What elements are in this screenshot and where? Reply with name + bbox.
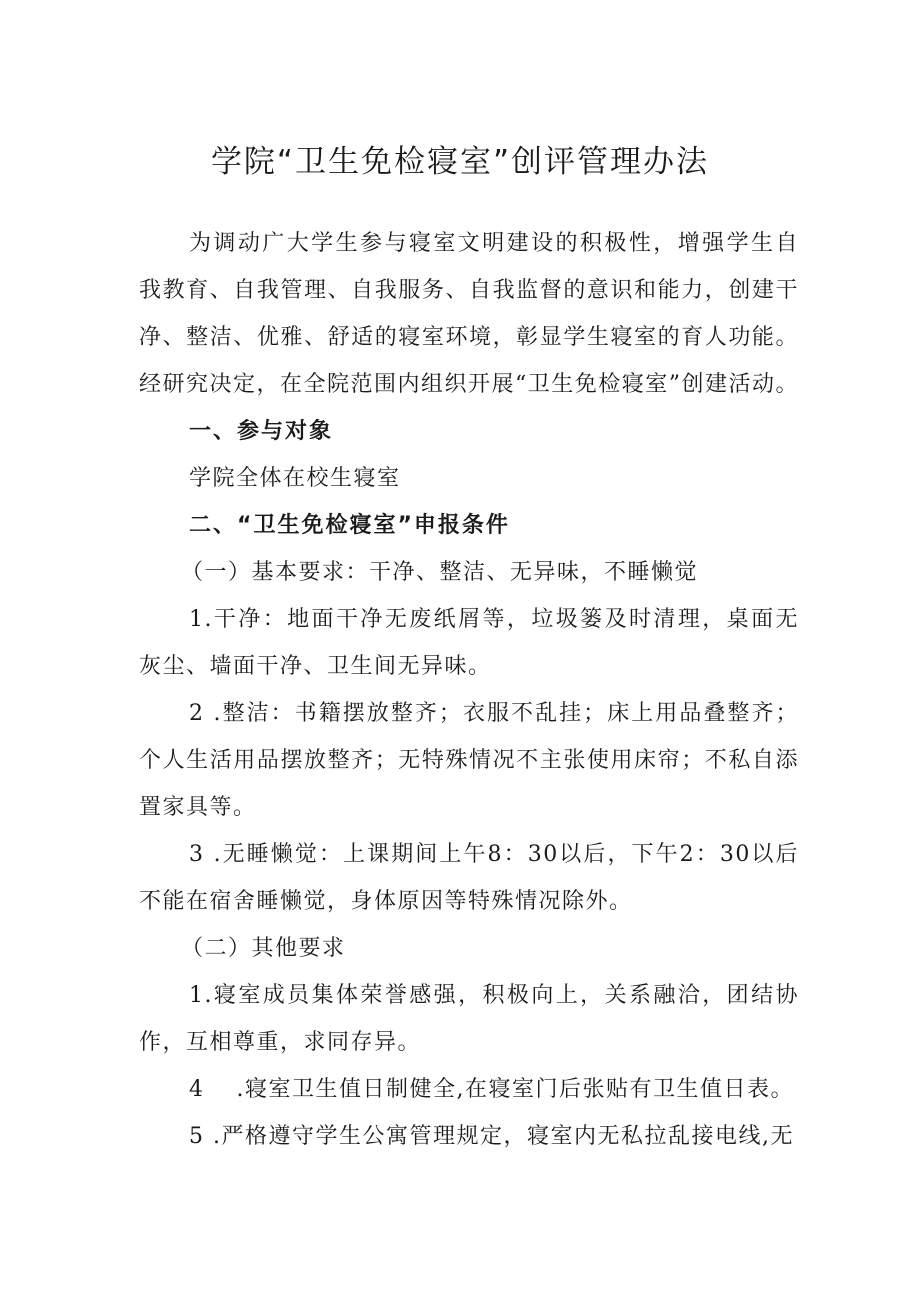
item-clean: 1.干净：地面干净无废纸屑等，垃圾篓及时清理，桌面无灰尘、墙面干净、卫生间无异味。 — [139, 607, 799, 679]
item-duty-roster: 4 .寝室卫生值日制健全,在寝室门后张贴有卫生值日表。 — [189, 1077, 794, 1102]
intro-paragraph: 为调动广大学生参与寝室文明建设的积极性，增强学生自我教育、自我管理、自我服务、自我监督的意识和能力，创建干净、整洁、优雅、舒适的寝室环境，彰显学生寝室的育人功能。经研究决定，在全院范围内组织开展“卫生免检寝室”创建活动。 — [139, 231, 799, 397]
section-heading-conditions: 二、“卫生免检寝室”申报条件 — [189, 513, 510, 538]
item-dorm-rules: 5 .严格遵守学生公寓管理规定，寝室内无私拉乱接电线,无 — [189, 1124, 794, 1149]
section-heading-participants: 一、参与对象 — [189, 419, 334, 444]
document-body — [139, 220, 799, 1160]
participants-text: 学院全体在校生寝室 — [189, 466, 401, 491]
subsection-other-requirements: （二）其他要求 — [181, 936, 346, 961]
item-collective-honor: 1.寝室成员集体荣誉感强，积极向上，关系融洽，团结协作，互相尊重，求同存异。 — [139, 983, 799, 1055]
item-no-sleeping-in: 3 .无睡懒觉：上课期间上午8：30以后，下午2：30以后不能在宿舍睡懒觉，身体原因等特殊情况除外。 — [139, 842, 799, 914]
item-tidy: 2 .整洁：书籍摆放整齐；衣服不乱挂；床上用品叠整齐；个人生活用品摆放整齐；无特殊情况不主张使用床帘；不私自添置家具等。 — [139, 701, 799, 820]
subsection-basic-requirements: （一）基本要求：干净、整洁、无异味，不睡懒觉 — [181, 560, 699, 585]
document-title: 学院“卫生免检寝室”创评管理办法 — [210, 144, 710, 180]
